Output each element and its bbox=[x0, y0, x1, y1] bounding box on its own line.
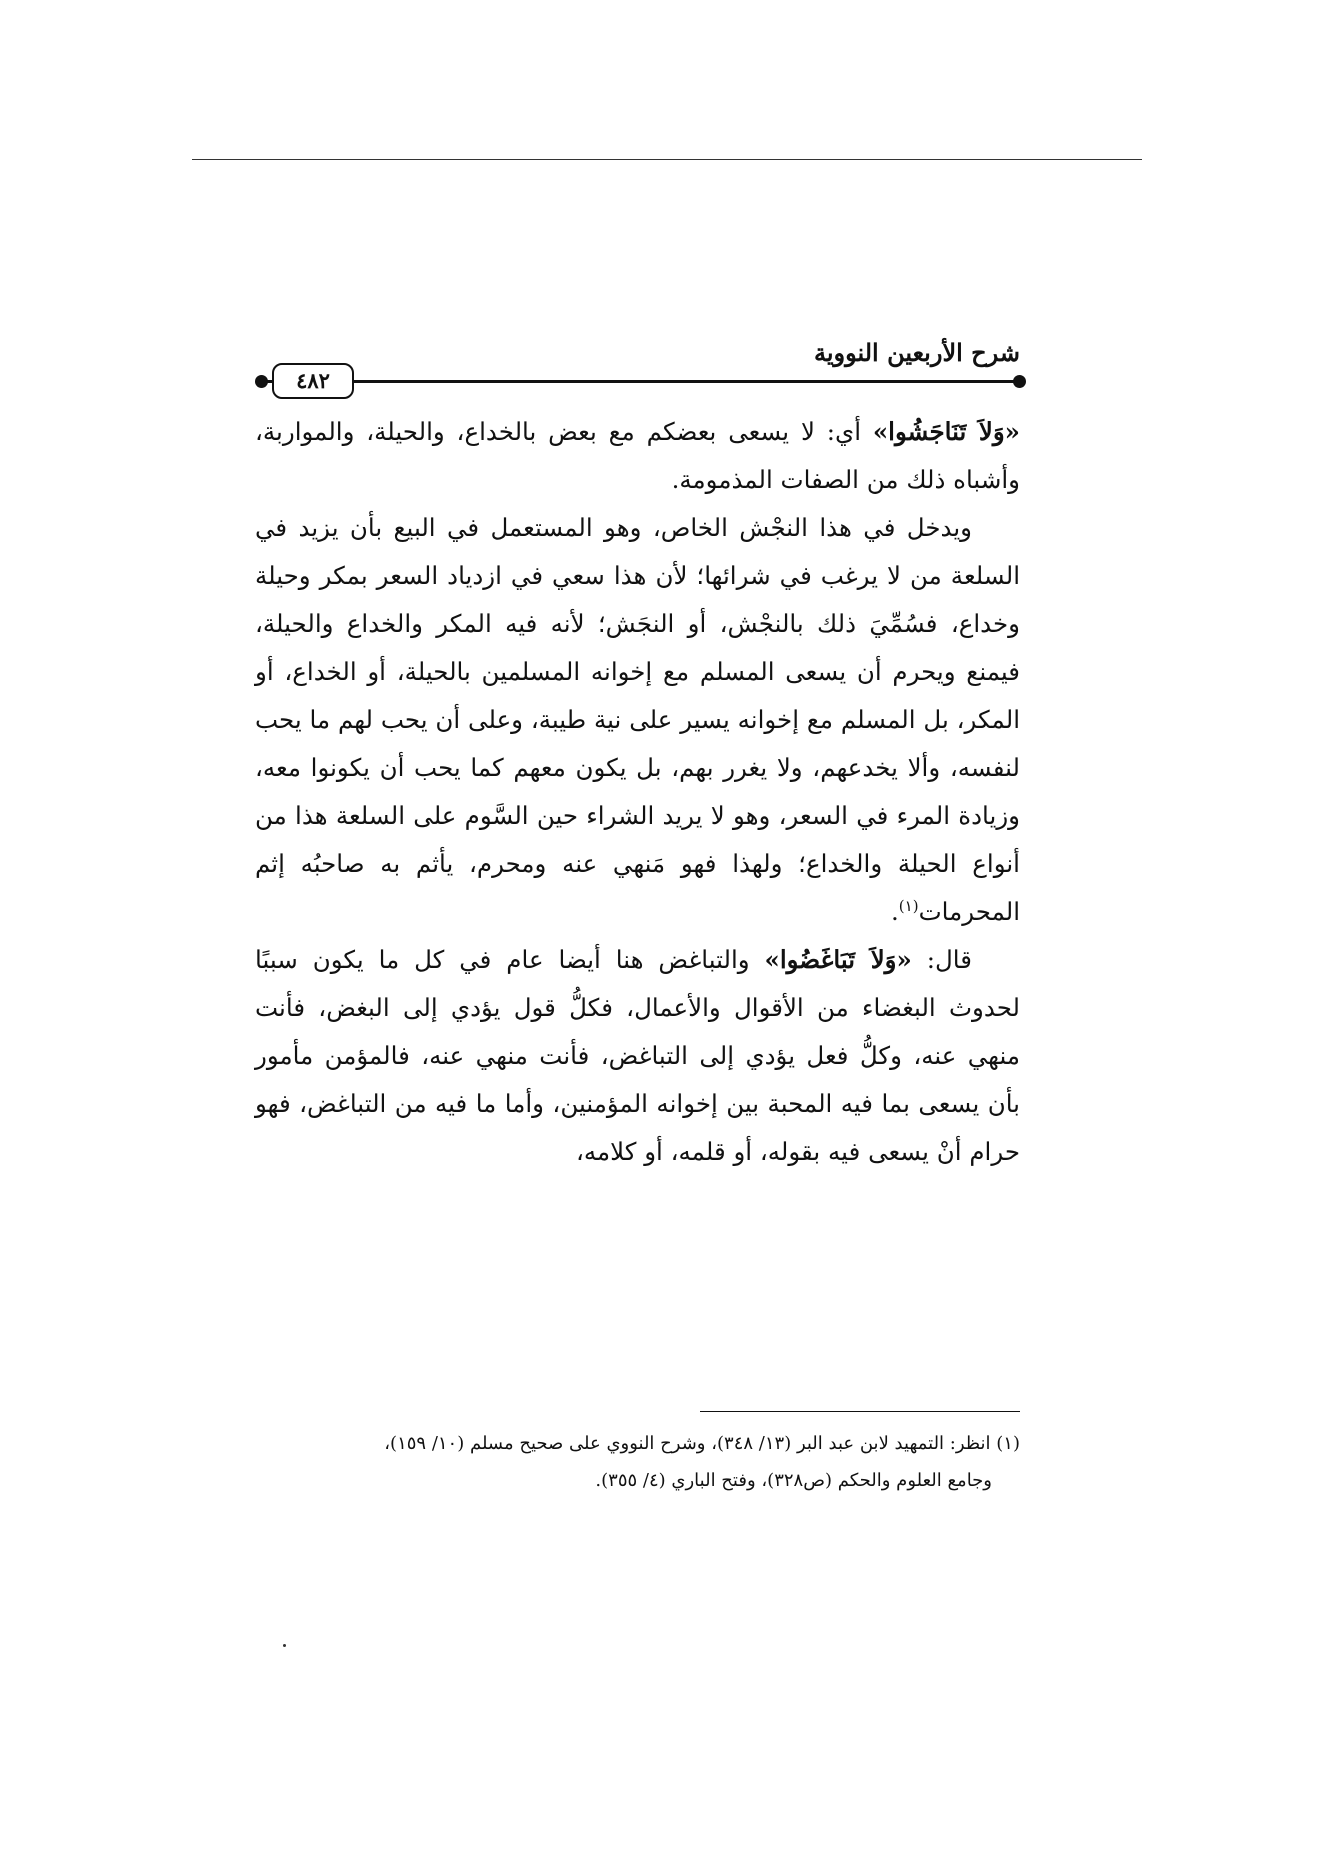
paragraph-2-end: . bbox=[891, 897, 899, 926]
paragraph-2 bbox=[255, 504, 1020, 936]
footnote-line-2: وجامع العلوم والحكم (ص٣٢٨)، وفتح الباري (٤/ ٣٥٥). bbox=[595, 1470, 992, 1491]
top-divider-line bbox=[192, 159, 1142, 160]
paragraph-1-text: أي: لا يسعى بعضكم مع بعض بالخداع، والحيلة، والمواربة، وأشباه ذلك من الصفات المذمومة. bbox=[255, 417, 1020, 494]
hadith-quote-najsh: «وَلاَ تَنَاجَشُوا» bbox=[872, 417, 1020, 446]
page-number: ٤٨٢ bbox=[272, 363, 354, 399]
footnote-separator bbox=[700, 1411, 1020, 1412]
paragraph-3-intro: قال: bbox=[911, 945, 972, 974]
footnote bbox=[255, 1425, 1020, 1499]
hadith-quote-tabaghud: «وَلاَ تَبَاغَضُوا» bbox=[764, 945, 912, 974]
footnote-reference: (١) bbox=[898, 896, 919, 915]
header-ornament-line bbox=[267, 380, 1020, 383]
main-text bbox=[255, 408, 1020, 1176]
scan-speck bbox=[283, 1644, 286, 1647]
header-ornament-dot-right bbox=[1013, 375, 1026, 388]
paragraph-2-text: ويدخل في هذا النجْش الخاص، وهو المستعمل في البيع بأن يزيد في السلعة من لا يرغب في شرائها؛ لأن هذا سعي في ازدياد السعر بمكر وحيلة وخداع، فسُمِّيَ ذلك بالنجْش، أو النجَش؛ لأنه فيه المكر والخداع والحيلة، فيمنع ويحرم أن يسعى المسلم مع إخوانه المسلمين بالحيلة، أو الخداع، أو المكر، بل المسلم مع إخوانه يسير على نية طيبة، وعلى أن يحب لهم ما يحب لنفسه، وألا يخدعهم، ولا يغرر بهم، بل يكون معهم كما يحب أن يكونوا معه، وزيادة المرء في السعر، وهو لا يريد الشراء حين السَّوم على السلعة هذا من أنواع الحيلة والخداع؛ ولهذا فهو مَنهي عنه ومحرم، يأثم به صاحبُه إثم المحرمات bbox=[255, 513, 1020, 926]
paragraph-1 bbox=[255, 408, 1020, 504]
header-ornament-dot-left bbox=[255, 375, 268, 388]
running-book-title: شرح الأربعين النووية bbox=[813, 338, 1020, 367]
paragraph-3 bbox=[255, 936, 1020, 1176]
paragraph-3-text: والتباغض هنا أيضا عام في كل ما يكون سببًا لحدوث البغضاء من الأقوال والأعمال، فكلُّ قول يؤدي إلى البغض، فأنت منهي عنه، وكلُّ فعل يؤدي إلى التباغض، فأنت منهي عنه، فالمؤمن مأمور بأن يسعى بما فيه المحبة بين إخوانه المؤمنين، وأما ما فيه من التباغض، فهو حرام أنْ يسعى فيه بقوله، أو قلمه، أو كلامه، bbox=[255, 945, 1020, 1166]
page-header bbox=[255, 338, 1020, 398]
footnote-line-1: (١) انظر: التمهيد لابن عبد البر (١٣/ ٣٤٨)، وشرح النووي على صحيح مسلم (١٠/ ١٥٩)، bbox=[384, 1433, 1020, 1454]
